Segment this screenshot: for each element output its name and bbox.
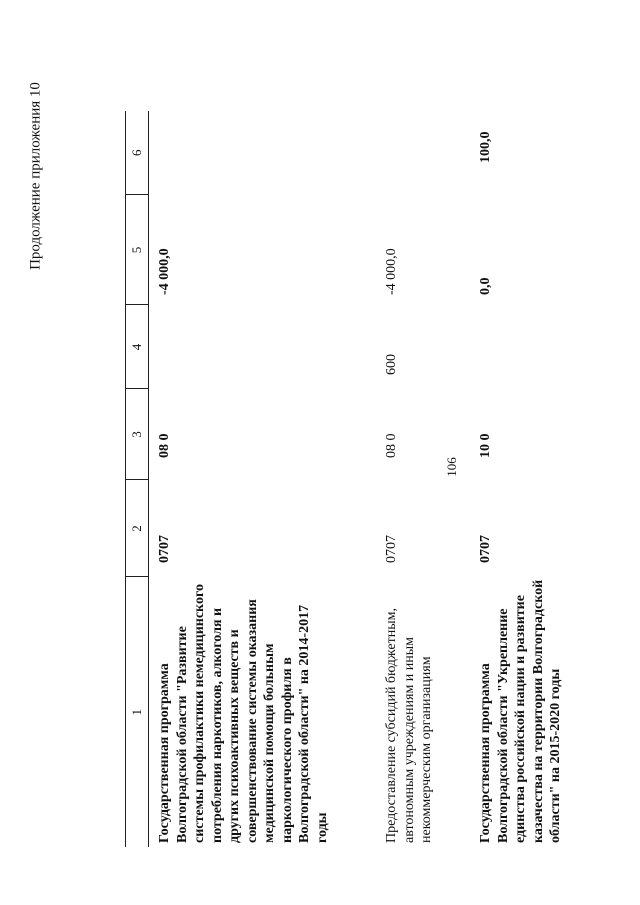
- row-expense-type: [473, 305, 565, 389]
- row-expense-type: [149, 305, 382, 389]
- row-amount-change: -4 000,0: [384, 248, 399, 295]
- column-header-1: 1: [126, 577, 149, 847]
- row-amount-change: 0,0: [478, 277, 493, 295]
- column-header-4: 4: [126, 305, 149, 389]
- budget-table-container: [125, 111, 563, 847]
- table-row: [149, 111, 382, 847]
- row-expense-type: 600: [384, 354, 399, 375]
- row-section-code: 0707: [478, 535, 493, 563]
- row-section-code: 0707: [384, 535, 399, 563]
- row-target-code: 08 0: [157, 433, 172, 458]
- row-target-code: 10 0: [478, 433, 493, 458]
- row-name: Государственная программа Волгоградской области "Укрепление единства российской нации и развитие казачества на территории Волгоградской области" на 2015-2020 годы: [478, 579, 563, 843]
- column-header-3: 3: [126, 389, 149, 480]
- table-header-row: [126, 111, 149, 847]
- column-header-5: 5: [126, 195, 149, 305]
- column-header-6: 6: [126, 111, 149, 195]
- row-name: Государственная программа Волгоградской области "Развитие системы профилактики немедицинского потребления наркотиков, алкоголя и других психоактивных веществ и совершенствование системы оказания медицинской помощи больным наркологического профиля в Волгоградской области" на 2014-2017 годы: [157, 584, 330, 843]
- row-amount-total: [381, 111, 473, 195]
- row-amount-change: -4 000,0: [157, 248, 172, 295]
- budget-table: [125, 111, 565, 847]
- row-amount-total: 100,0: [478, 131, 493, 163]
- table-row: [381, 111, 473, 847]
- row-name: Предоставление субсидий бюджетным, автономным учреждениям и иным некоммерческим организациям: [384, 607, 434, 843]
- page-number: 106: [444, 457, 459, 477]
- row-amount-total: [149, 111, 382, 195]
- appendix-continuation-label: Продолжение приложения 10: [27, 82, 44, 270]
- column-header-2: 2: [126, 480, 149, 577]
- row-section-code: 0707: [157, 535, 172, 563]
- table-row: [473, 111, 565, 847]
- row-target-code: 08 0: [384, 433, 399, 458]
